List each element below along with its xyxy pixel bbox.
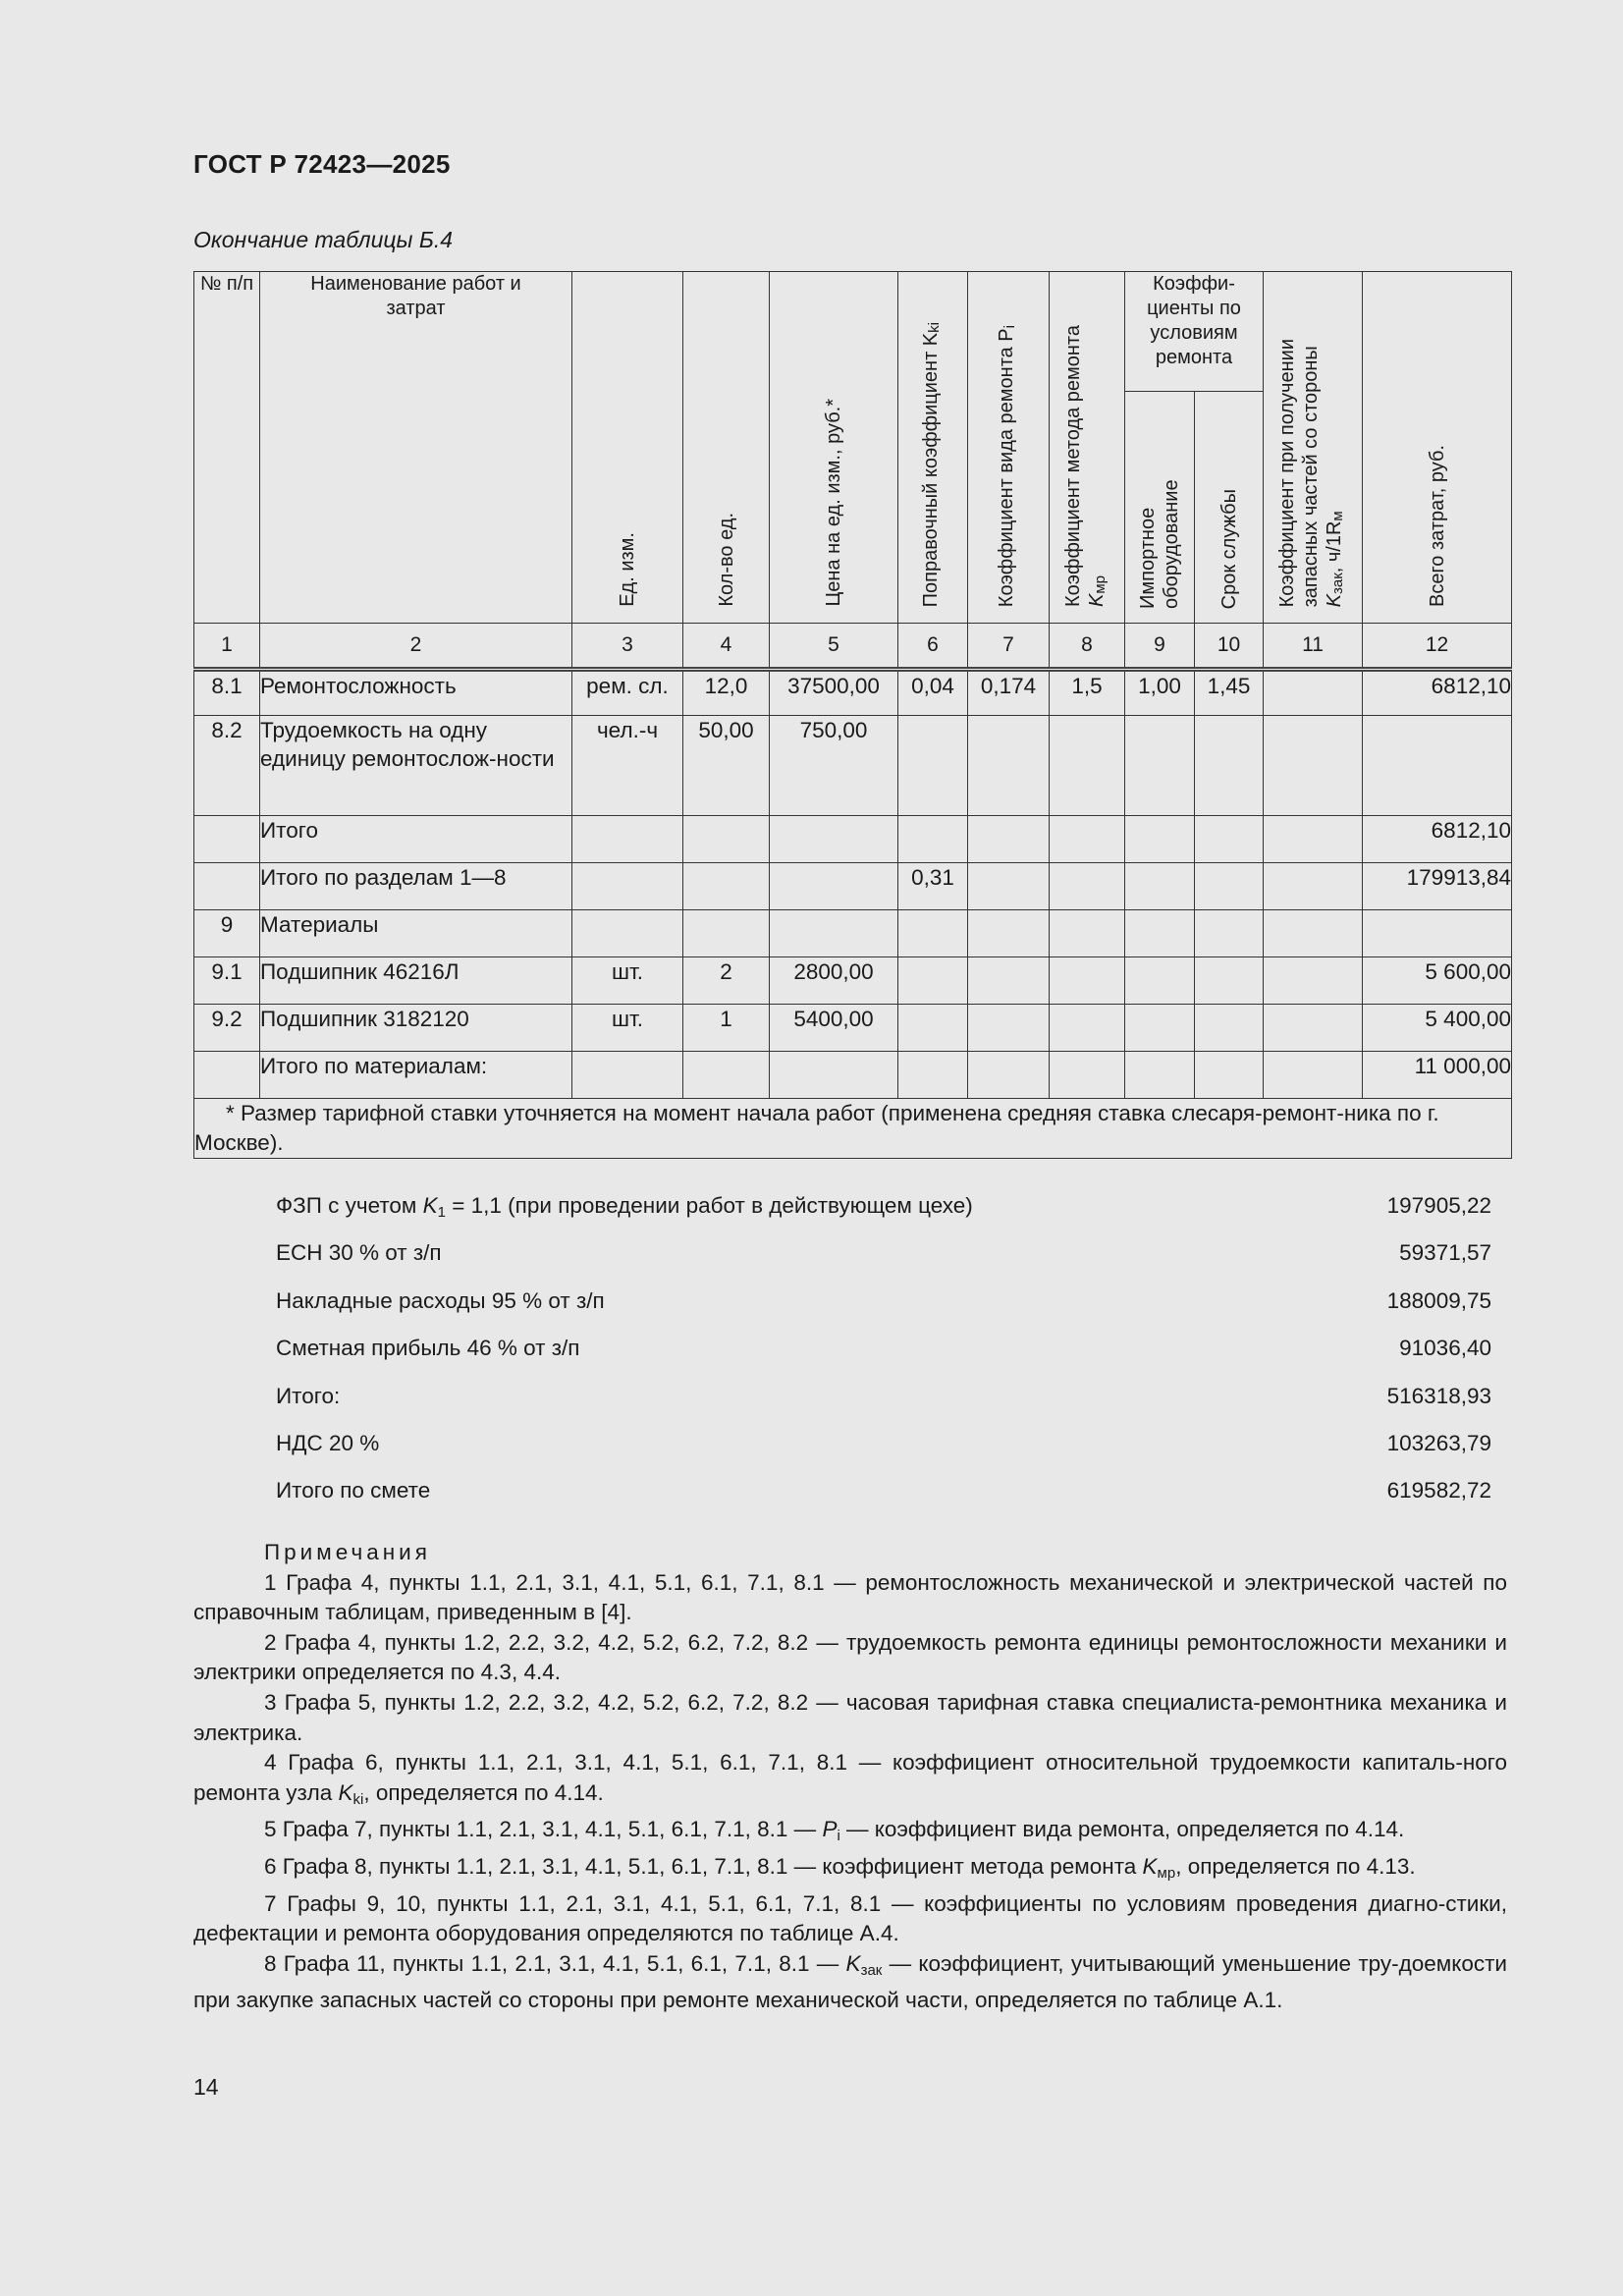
summary-label-symbol: K — [422, 1193, 438, 1218]
header-unit: Ед. изм. — [572, 272, 683, 624]
header-qty: Кол-во ед. — [683, 272, 770, 624]
column-number-row — [194, 624, 1512, 670]
cell-kzak — [1264, 957, 1363, 1005]
note-item — [193, 1815, 1507, 1852]
table-row — [194, 910, 1512, 957]
table-caption: Окончание таблицы Б.4 — [193, 227, 454, 252]
cell-kmr — [1050, 1052, 1125, 1099]
summary-row — [193, 1184, 1507, 1231]
summary-label — [276, 1336, 579, 1361]
note-text: 1 Графа 4, пункты 1.1, 2.1, 3.1, 4.1, 5.1, 6.1, 7.1, 8.1 — ремонтосложность механической и электрической частей по справочным таблицам, приведенным в [4]. — [193, 1569, 1507, 1625]
cell-kki — [898, 957, 968, 1005]
cell-kzak — [1264, 716, 1363, 816]
summary-value: 619582,72 — [1386, 1478, 1491, 1503]
cell-price: 5400,00 — [770, 1005, 898, 1052]
cell-import — [1125, 910, 1195, 957]
cell-pi: 0,174 — [968, 670, 1050, 716]
summary-label — [276, 1288, 605, 1314]
note-text: 2 Графа 4, пункты 1.2, 2.2, 3.2, 4.2, 5.2, 6.2, 7.2, 8.2 — трудоемкость ремонта единицы ремонтосложности механики и электрики определяется по 4.3, 4.4. — [193, 1629, 1507, 1685]
cell-unit — [572, 816, 683, 863]
cell-kki — [898, 716, 968, 816]
header-name: Наименование работ и затрат — [260, 272, 572, 624]
cell-kki — [898, 816, 968, 863]
column-number: 12 — [1363, 624, 1512, 670]
column-number: 9 — [1125, 624, 1195, 670]
cell-import — [1125, 863, 1195, 910]
note-text: 8 Графа 11, пункты 1.1, 2.1, 3.1, 4.1, 5.1, 6.1, 7.1, 8.1 — — [264, 1950, 846, 1976]
cell-qty — [683, 910, 770, 957]
cell-service — [1195, 1052, 1264, 1099]
cell-qty: 50,00 — [683, 716, 770, 816]
cell-name: Подшипник 3182120 — [260, 1005, 572, 1052]
cell-name: Материалы — [260, 910, 572, 957]
cell-unit: шт. — [572, 957, 683, 1005]
summary-row — [193, 1231, 1507, 1279]
header-kmr: Коэффициент метода ремонта $K_{мр}$ — [1050, 272, 1125, 624]
notes-block — [193, 1538, 1507, 2016]
column-number: 5 — [770, 624, 898, 670]
note-subscript: зак — [860, 1961, 883, 1979]
column-number: 4 — [683, 624, 770, 670]
table-row — [194, 957, 1512, 1005]
summary-value: 197905,22 — [1386, 1193, 1491, 1218]
cell-num: 9.1 — [194, 957, 260, 1005]
table-row — [194, 1005, 1512, 1052]
cell-kzak — [1264, 1052, 1363, 1099]
cell-pi — [968, 863, 1050, 910]
cell-kzak — [1264, 816, 1363, 863]
cell-total: 11 000,00 — [1363, 1052, 1512, 1099]
note-text: , определяется по 4.13. — [1175, 1853, 1416, 1879]
page-number: 14 — [193, 2074, 219, 2100]
summary-label-text: Накладные расходы 95 % от з/п — [276, 1287, 605, 1313]
cell-kki: 0,31 — [898, 863, 968, 910]
summary-label-text: ЕСН 30 % от з/п — [276, 1240, 442, 1266]
note-text: 7 Графы 9, 10, пункты 1.1, 2.1, 3.1, 4.1, 5.1, 6.1, 7.1, 8.1 — коэффициенты по условиям проведения диагно-стики, дефектации и ремонта оборудования определяются по таблице А.4. — [193, 1890, 1507, 1946]
cell-unit — [572, 863, 683, 910]
cell-kmr — [1050, 957, 1125, 1005]
column-number: 10 — [1195, 624, 1264, 670]
note-subscript: ki — [352, 1790, 364, 1808]
cell-price — [770, 910, 898, 957]
cell-qty — [683, 1052, 770, 1099]
cell-qty — [683, 863, 770, 910]
cell-import — [1125, 1052, 1195, 1099]
cell-kki: 0,04 — [898, 670, 968, 716]
note-text: 3 Графа 5, пункты 1.2, 2.2, 3.2, 4.2, 5.2, 6.2, 7.2, 8.2 — часовая тарифная ставка специалиста-ремонтника механика и электрика. — [193, 1689, 1507, 1745]
summary-label-text: Итого: — [276, 1383, 341, 1408]
note-item — [193, 1852, 1507, 1889]
cell-qty: 2 — [683, 957, 770, 1005]
table-row — [194, 716, 1512, 816]
note-item — [193, 1568, 1507, 1628]
note-item — [193, 1628, 1507, 1688]
cell-num: 8.2 — [194, 716, 260, 816]
cell-service: 1,45 — [1195, 670, 1264, 716]
header-kki: Поправочный коэффициент $K_{ki}$ — [898, 272, 968, 624]
table-row — [194, 816, 1512, 863]
summary-row — [193, 1375, 1507, 1422]
cell-num: 9 — [194, 910, 260, 957]
cell-qty: 12,0 — [683, 670, 770, 716]
cell-price: 2800,00 — [770, 957, 898, 1005]
header-price: Цена на ед. изм., руб.* — [770, 272, 898, 624]
cell-num — [194, 863, 260, 910]
cell-pi — [968, 1005, 1050, 1052]
cell-name: Трудоемкость на одну единицу ремонтослож-ности — [260, 716, 572, 816]
cell-name: Итого по материалам: — [260, 1052, 572, 1099]
cell-kzak — [1264, 670, 1363, 716]
cell-kmr — [1050, 1005, 1125, 1052]
summary-row — [193, 1280, 1507, 1327]
cell-service — [1195, 957, 1264, 1005]
cell-unit — [572, 1052, 683, 1099]
summary-label — [276, 1478, 430, 1503]
cell-total — [1363, 910, 1512, 957]
header-total: Всего затрат, руб. — [1363, 272, 1512, 624]
note-subscript: i — [837, 1828, 840, 1845]
note-symbol: P — [822, 1817, 838, 1842]
summary-label-text: = 1,1 (при проведении работ в действующем цехе) — [446, 1193, 973, 1218]
note-item — [193, 1889, 1507, 1949]
note-symbol: K — [338, 1779, 353, 1805]
cell-kki — [898, 1005, 968, 1052]
column-number: 11 — [1264, 624, 1363, 670]
summary-label — [276, 1384, 340, 1409]
note-symbol: K — [845, 1950, 861, 1976]
cell-total: 6812,10 — [1363, 670, 1512, 716]
cell-kki — [898, 910, 968, 957]
summary-label-text: Итого по смете — [276, 1478, 431, 1503]
column-number: 8 — [1050, 624, 1125, 670]
cell-unit: шт. — [572, 1005, 683, 1052]
table-row — [194, 863, 1512, 910]
summary-value: 188009,75 — [1386, 1287, 1491, 1313]
cell-service — [1195, 863, 1264, 910]
cell-unit: рем. сл. — [572, 670, 683, 716]
note-text: , определяется по 4.14. — [363, 1779, 604, 1805]
cell-pi — [968, 910, 1050, 957]
cell-num — [194, 816, 260, 863]
header-kzak: Коэффициент при получении запасных частей со стороны $K_{зак}$, $ч/1R_м$ — [1264, 272, 1363, 624]
cell-import — [1125, 716, 1195, 816]
column-number: 6 — [898, 624, 968, 670]
standard-title: ГОСТ Р 72423—2025 — [193, 149, 451, 179]
cell-import — [1125, 957, 1195, 1005]
summary-label — [276, 1240, 442, 1266]
cell-price — [770, 1052, 898, 1099]
summary-value: 103263,79 — [1386, 1430, 1491, 1455]
cell-total: 5 600,00 — [1363, 957, 1512, 1005]
cell-num — [194, 1052, 260, 1099]
note-item — [193, 1949, 1507, 2016]
summary-label-text: ФЗП с учетом — [276, 1193, 423, 1218]
summary-row — [193, 1422, 1507, 1469]
summary-label-text: Сметная прибыль 46 % от з/п — [276, 1336, 580, 1361]
note-text: — коэффициент вида ремонта, определяется по 4.14. — [839, 1817, 1405, 1842]
cell-service — [1195, 816, 1264, 863]
note-item — [193, 1748, 1507, 1815]
column-number: 1 — [194, 624, 260, 670]
cell-import — [1125, 816, 1195, 863]
cell-price — [770, 863, 898, 910]
cell-unit — [572, 910, 683, 957]
header-pi: Коэффициент вида ремонта $P_i$ — [968, 272, 1050, 624]
summary-row — [193, 1327, 1507, 1374]
note-item — [193, 1688, 1507, 1748]
cell-name: Подшипник 46216Л — [260, 957, 572, 1005]
cell-pi — [968, 716, 1050, 816]
table-body — [194, 670, 1512, 1159]
estimate-table — [193, 271, 1512, 1159]
note-text: 5 Графа 7, пункты 1.1, 2.1, 3.1, 4.1, 5.1, 6.1, 7.1, 8.1 — — [264, 1817, 823, 1842]
cell-num: 9.2 — [194, 1005, 260, 1052]
cell-pi — [968, 816, 1050, 863]
cell-name: Итого по разделам 1—8 — [260, 863, 572, 910]
cell-kmr — [1050, 816, 1125, 863]
header-import: Импортное оборудование — [1125, 391, 1195, 623]
cell-qty: 1 — [683, 1005, 770, 1052]
cell-num: 8.1 — [194, 670, 260, 716]
cell-import — [1125, 1005, 1195, 1052]
cell-kzak — [1264, 1005, 1363, 1052]
header-service: Срок службы — [1195, 391, 1264, 623]
summary-value: 91036,40 — [1399, 1336, 1491, 1361]
summary-value: 59371,57 — [1399, 1240, 1491, 1266]
summary-block — [193, 1184, 1507, 1517]
column-number: 3 — [572, 624, 683, 670]
cell-service — [1195, 910, 1264, 957]
cell-name: Итого — [260, 816, 572, 863]
note-text: 4 Графа 6, пункты 1.1, 2.1, 3.1, 4.1, 5.1, 6.1, 7.1, 8.1 — коэффициент относительной трудоемкости капиталь-ного ремонта узла — [193, 1750, 1507, 1805]
summary-row — [193, 1469, 1507, 1516]
cell-pi — [968, 1052, 1050, 1099]
cell-unit: чел.-ч — [572, 716, 683, 816]
notes-title: Примечания — [264, 1540, 431, 1564]
cell-price: 37500,00 — [770, 670, 898, 716]
cell-price: 750,00 — [770, 716, 898, 816]
cell-service — [1195, 1005, 1264, 1052]
summary-label — [276, 1431, 379, 1456]
note-subscript: мр — [1157, 1864, 1176, 1882]
summary-label — [276, 1193, 973, 1221]
header-num: № п/п — [194, 272, 260, 624]
note-text: 6 Графа 8, пункты 1.1, 2.1, 3.1, 4.1, 5.1, 6.1, 7.1, 8.1 — коэффициент метода ремонта — [264, 1853, 1143, 1879]
cell-qty — [683, 816, 770, 863]
cell-kmr: 1,5 — [1050, 670, 1125, 716]
footnote-row — [194, 1099, 1512, 1159]
cell-total: 5 400,00 — [1363, 1005, 1512, 1052]
cell-import: 1,00 — [1125, 670, 1195, 716]
header-conditions-group: Коэффи-циенты по условиям ремонта — [1125, 272, 1264, 392]
cell-total — [1363, 716, 1512, 816]
cell-total: 6812,10 — [1363, 816, 1512, 863]
cell-name: Ремонтосложность — [260, 670, 572, 716]
column-number: 2 — [260, 624, 572, 670]
cell-total: 179913,84 — [1363, 863, 1512, 910]
cell-kmr — [1050, 910, 1125, 957]
cell-price — [770, 816, 898, 863]
note-text: — коэффициент, учитывающий уменьшение тру-доемкости при закупке запасных частей со стороны при ремонте механической части, определяется по таблице А.1. — [193, 1950, 1507, 2013]
cell-pi — [968, 957, 1050, 1005]
cell-kmr — [1050, 716, 1125, 816]
cell-service — [1195, 716, 1264, 816]
summary-label-subscript: 1 — [437, 1204, 447, 1221]
table-row — [194, 670, 1512, 716]
cell-kki — [898, 1052, 968, 1099]
summary-label-text: НДС 20 % — [276, 1430, 380, 1455]
note-symbol: K — [1142, 1853, 1158, 1879]
cell-kmr — [1050, 863, 1125, 910]
summary-value: 516318,93 — [1386, 1383, 1491, 1408]
table-row — [194, 1052, 1512, 1099]
cell-kzak — [1264, 863, 1363, 910]
table-footnote: * Размер тарифной ставки уточняется на момент начала работ (применена средняя ставка слесаря-ремонт-ника по г. Москве). — [194, 1099, 1512, 1159]
column-number: 7 — [968, 624, 1050, 670]
cell-kzak — [1264, 910, 1363, 957]
